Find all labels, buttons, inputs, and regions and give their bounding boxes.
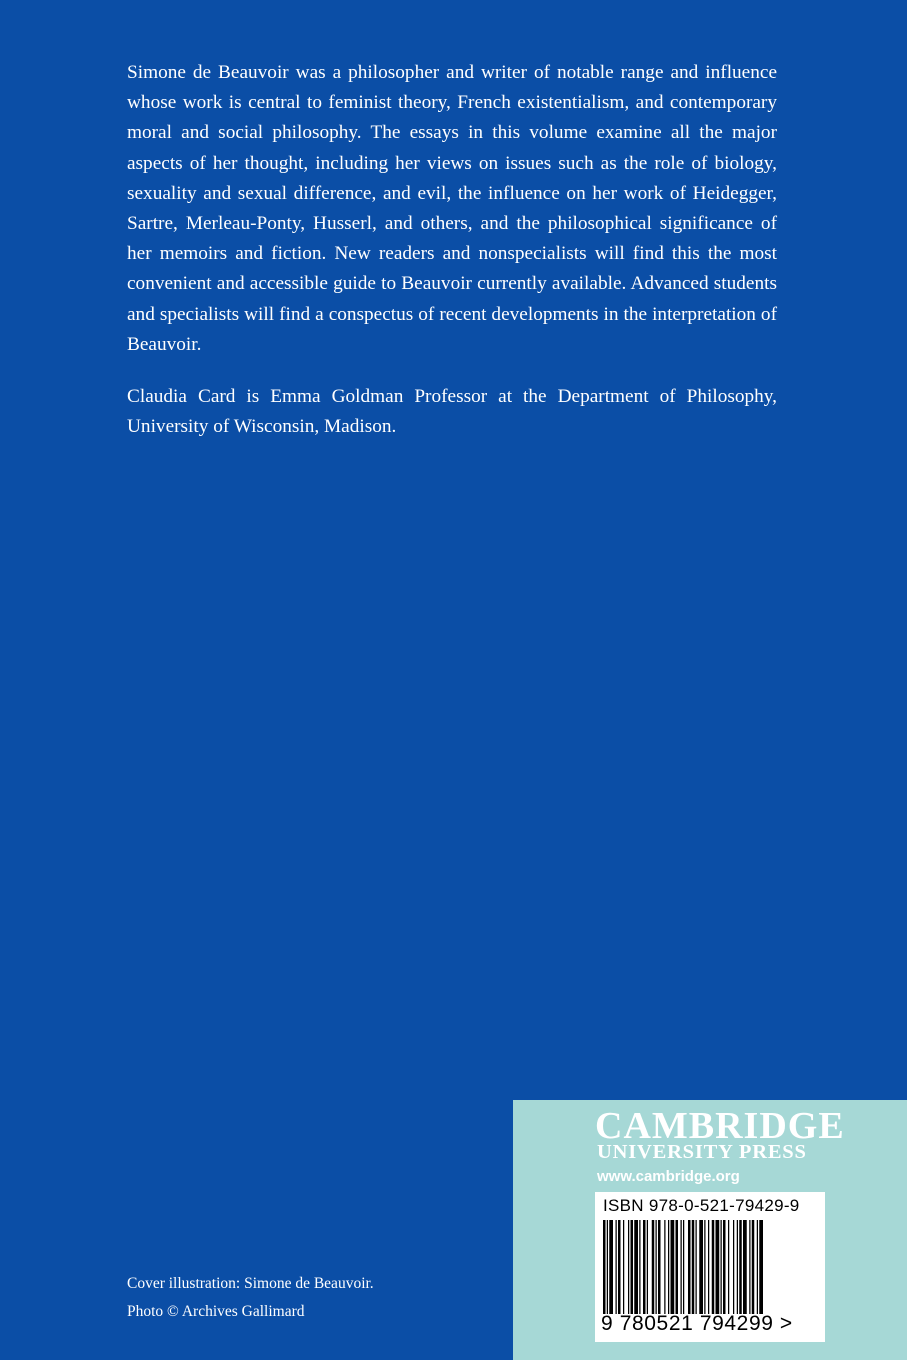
barcode-bar <box>681 1220 682 1314</box>
barcode-bar <box>639 1220 640 1314</box>
barcode-bar <box>739 1220 742 1314</box>
barcode-bar <box>757 1220 758 1314</box>
barcode-bar <box>656 1220 657 1314</box>
barcode-bar <box>692 1220 695 1314</box>
barcode-bar <box>647 1220 648 1314</box>
barcode-bar <box>699 1220 703 1314</box>
barcode-bar <box>712 1220 715 1314</box>
barcode-bar <box>618 1220 621 1314</box>
isbn-barcode <box>595 1192 825 1342</box>
barcode-bar <box>704 1220 705 1314</box>
publisher-url: www.cambridge.org <box>597 1168 740 1185</box>
barcode-bar <box>609 1220 613 1314</box>
photo-credit-line: Photo © Archives Gallimard <box>127 1303 305 1320</box>
barcode-bar <box>643 1220 646 1314</box>
blurb-paragraph: Simone de Beauvoir was a philosopher and writer of notable range and influence whose work is central to feminist theory, French existentialism, and contemporary moral and social philosophy. The essays in this volume examine all the major aspects of her thought, including her views on issues such as the role of biology, sexuality and sexual difference, and evil, the influence on her work of Heidegger, Sartre, Merleau-Ponty, Husserl, and others, and the philosophical significance of her memoirs and fiction. New readers and nonspecialists will find this the most convenient and accessible guide to Beauvoir currently available. Advanced students and specialists will find a conspectus of recent developments in the interpretation of Beauvoir. <box>127 62 777 355</box>
barcode-bar <box>737 1220 738 1314</box>
barcode-bar <box>603 1220 606 1314</box>
barcode-bar <box>671 1220 675 1314</box>
publisher-panel <box>513 1100 907 1360</box>
barcode-bar <box>668 1220 669 1314</box>
barcode-bar <box>716 1220 720 1314</box>
publisher-logo-name: CAMBRIDGE <box>595 1105 845 1147</box>
barcode-bar <box>623 1220 624 1314</box>
barcode-bar <box>721 1220 722 1314</box>
cover-credit <box>127 1270 374 1326</box>
barcode-bar <box>607 1220 608 1314</box>
author-bio-paragraph: Claudia Card is Emma Goldman Professor at the Department of Philosophy, University of Wisconsin, Madison. <box>127 386 777 438</box>
barcode-bar <box>749 1220 750 1314</box>
barcode-bar <box>616 1220 617 1314</box>
barcode-bar <box>708 1220 709 1314</box>
barcode-bar <box>631 1220 634 1314</box>
barcode-bar <box>664 1220 665 1314</box>
barcode-bar <box>652 1220 655 1314</box>
cover-credit-line: Cover illustration: Simone de Beauvoir. <box>127 1275 374 1292</box>
barcode-bar <box>683 1220 684 1314</box>
isbn-text: ISBN 978-0-521-79429-9 <box>603 1196 800 1215</box>
barcode-bar <box>658 1220 661 1314</box>
barcode-bar <box>628 1220 629 1314</box>
barcode-bar <box>752 1220 755 1314</box>
barcode-bar <box>723 1220 726 1314</box>
barcode-bar <box>634 1220 638 1314</box>
barcode-bar <box>728 1220 729 1314</box>
barcode-bars <box>603 1220 817 1314</box>
barcode-bar <box>676 1220 679 1314</box>
barcode-bar <box>688 1220 691 1314</box>
publisher-logo-subname: UNIVERSITY PRESS <box>597 1141 807 1163</box>
barcode-bar <box>733 1220 734 1314</box>
barcode-digits: 9 780521 794299 > <box>601 1312 793 1335</box>
barcode-bar <box>743 1220 747 1314</box>
barcode-bar <box>759 1220 763 1314</box>
barcode-bar <box>696 1220 697 1314</box>
